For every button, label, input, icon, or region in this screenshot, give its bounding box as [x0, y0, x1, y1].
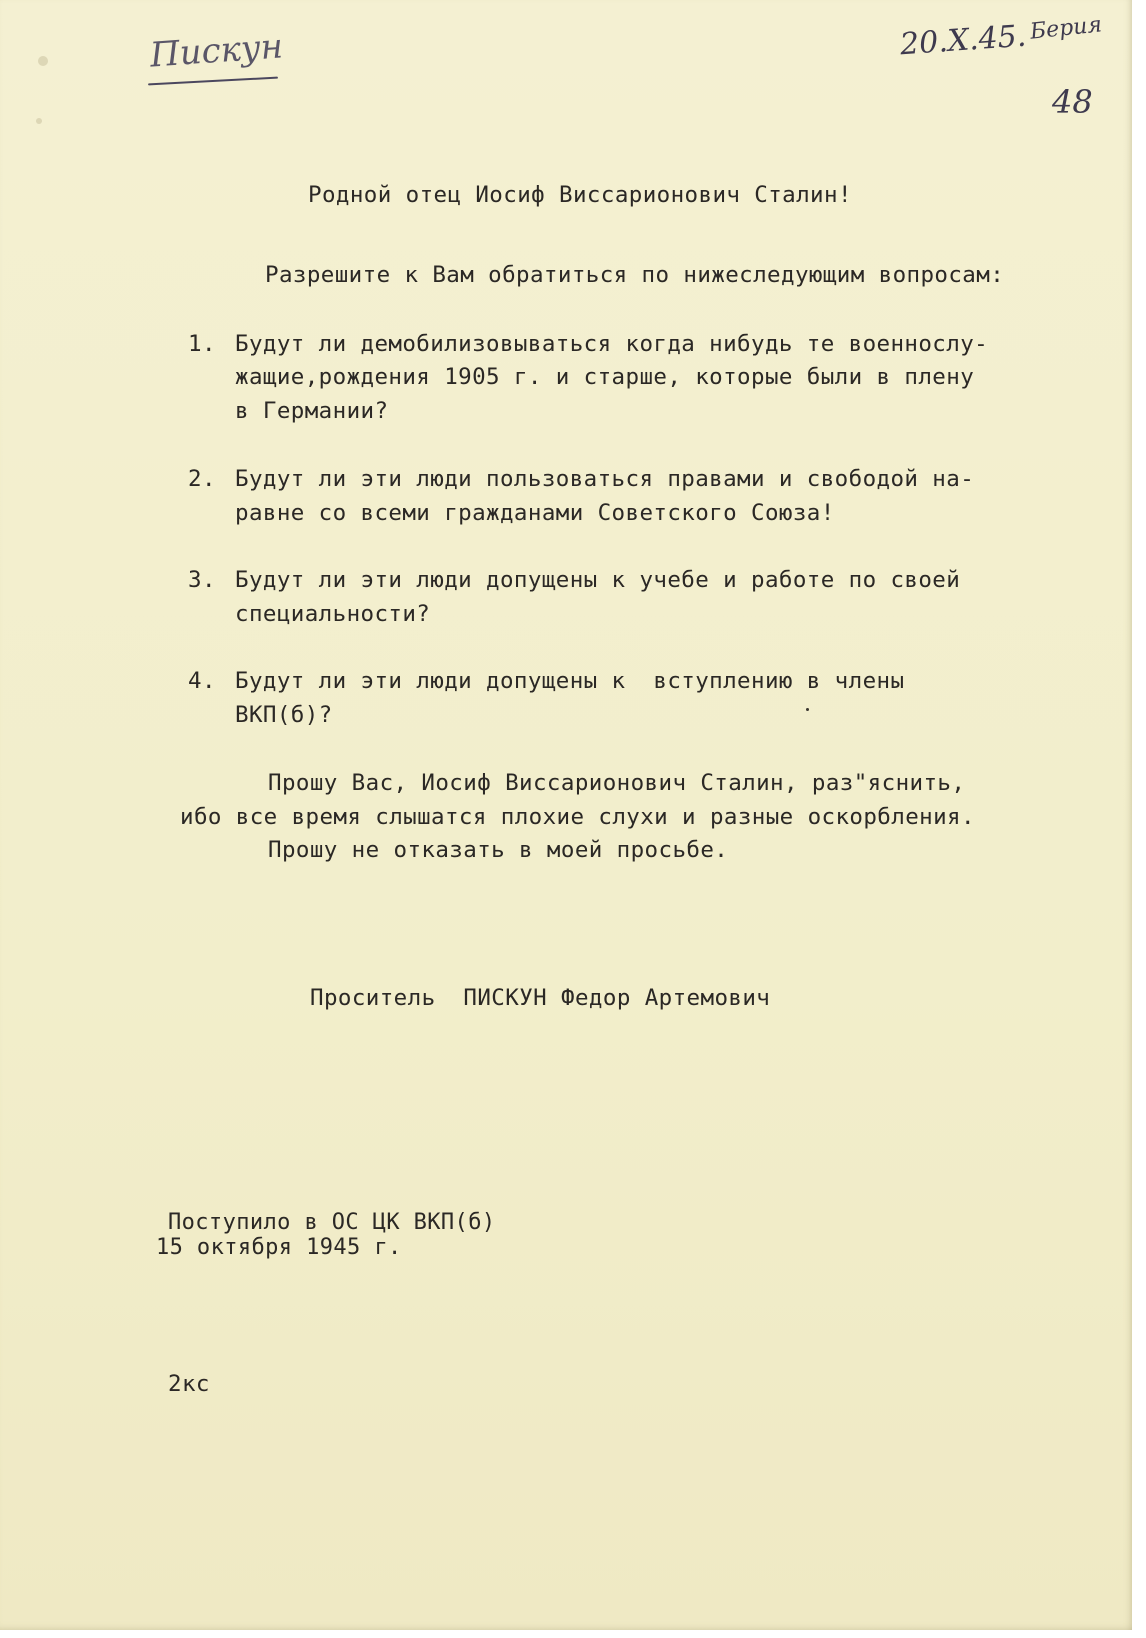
question-1-number: 1. — [188, 331, 216, 357]
scan-margin-right — [1132, 0, 1146, 1638]
question-2-line-2: равне со всеми гражданами Советского Союза! — [235, 500, 835, 526]
salutation: Родной отец Иосиф Виссарионович Сталин! — [308, 182, 852, 208]
receipt-line-1: Поступило в ОС ЦК ВКП(б) — [168, 1210, 496, 1235]
question-3-line-1: Будут ли эти люди допущены к учебе и работе по своей — [235, 567, 961, 593]
request-line-2: ибо все время слышатся плохие слухи и разные оскорбления. — [180, 804, 975, 830]
question-3-line-2: специальности? — [235, 601, 431, 627]
request-line-1: Прошу Вас, Иосиф Виссарионович Сталин, раз"яснить, — [268, 770, 966, 796]
stray-ink-dot — [806, 708, 809, 711]
question-2-number: 2. — [188, 466, 216, 492]
question-4-line-2: ВКП(б)? — [235, 702, 333, 728]
page-number: 48 — [1052, 83, 1093, 121]
paper-mark — [38, 56, 48, 66]
scan-margin-bottom — [0, 1630, 1146, 1638]
signature-line: Проситель ПИСКУН Федор Артемович — [310, 985, 771, 1011]
question-1-line-2: жащие,рождения 1905 г. и старше, которые были в плену — [235, 364, 975, 390]
surname-underline — [148, 77, 278, 86]
receipt-line-2: 15 октября 1945 г. — [156, 1235, 402, 1260]
handwritten-routing: Берия — [1028, 12, 1104, 45]
handwritten-surname: Пискун — [148, 26, 285, 76]
question-3-number: 3. — [188, 567, 216, 593]
handwritten-date: 20.X.45. — [898, 18, 1028, 63]
footer-code: 2кс — [168, 1371, 210, 1397]
question-1-line-3: в Германии? — [235, 398, 389, 424]
request-line-3: Прошу не отказать в моей просьбе. — [268, 837, 729, 863]
question-4-number: 4. — [188, 668, 216, 694]
question-2-line-1: Будут ли эти люди пользоваться правами и свободой на- — [235, 466, 975, 492]
paper-mark — [36, 118, 42, 124]
intro-line: Разрешите к Вам обратиться по нижеследующим вопросам: — [265, 262, 1005, 288]
question-1-line-1: Будут ли демобилизовываться когда нибудь те военнослу- — [235, 331, 989, 357]
question-4-line-1: Будут ли эти люди допущены к вступлению в члены — [235, 668, 905, 694]
